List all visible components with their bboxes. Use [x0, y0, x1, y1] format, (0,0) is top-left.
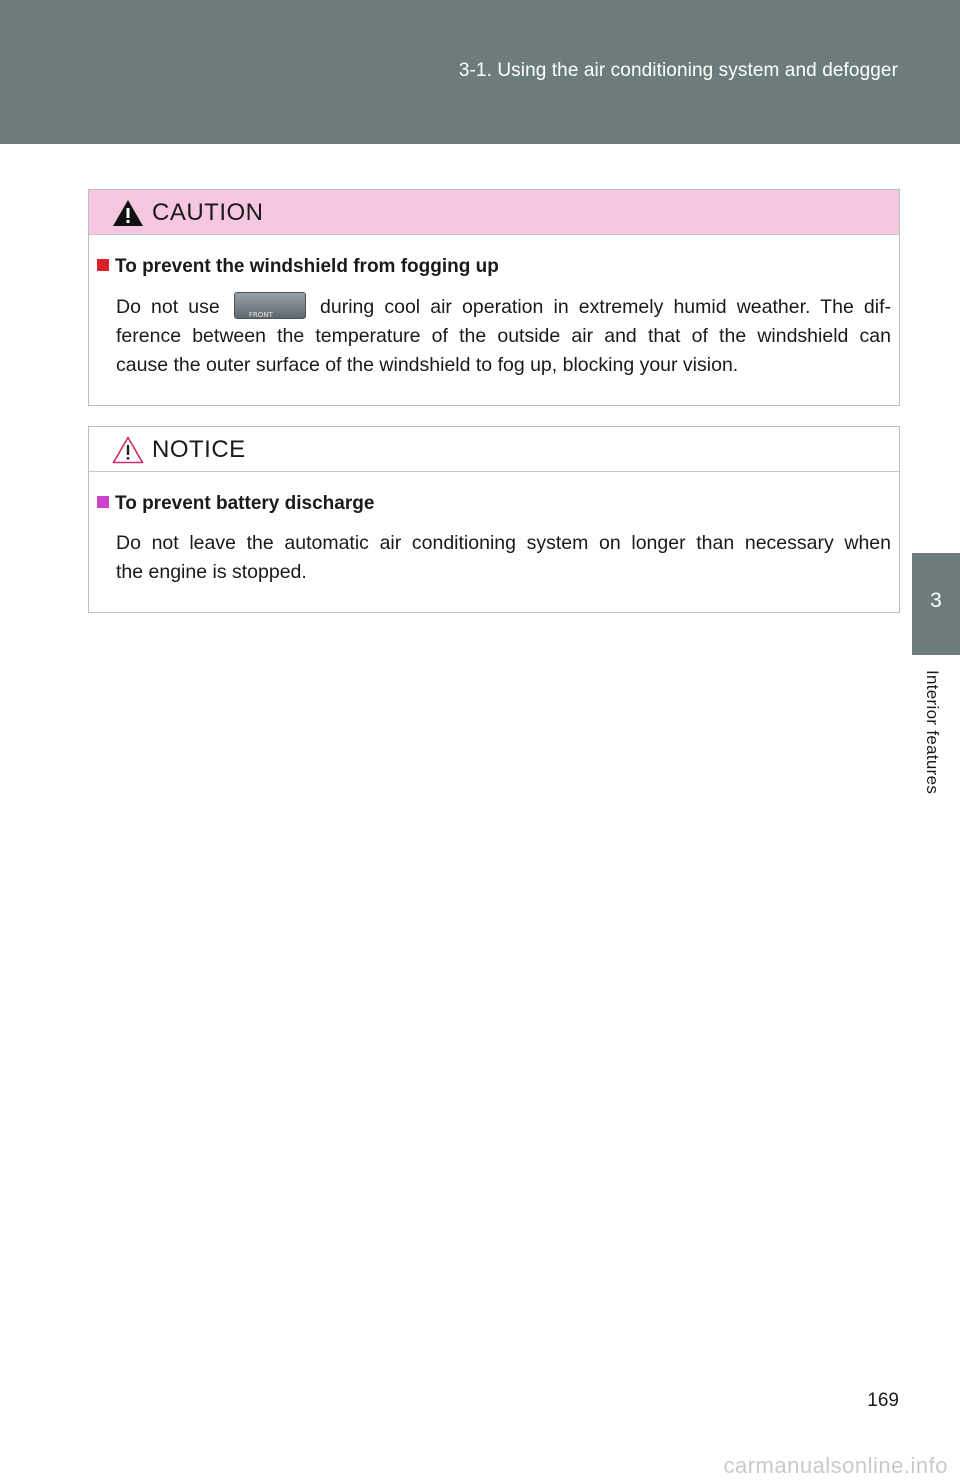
notice-label: NOTICE [152, 436, 246, 463]
front-defogger-button-text: FRONT [248, 311, 273, 319]
caution-body [116, 292, 891, 380]
caution-body-line [116, 292, 891, 322]
caution-header [89, 190, 899, 235]
warning-filled-icon [111, 198, 145, 228]
notice-box [88, 426, 900, 613]
watermark: carmanualsonline.info [723, 1453, 948, 1478]
chapter-tab [912, 553, 960, 655]
caution-item-title-text: To prevent the windshield from fogging up [115, 256, 499, 277]
front-defogger-button-icon [234, 292, 306, 319]
caution-label: CAUTION [152, 199, 264, 226]
square-bullet-icon [97, 496, 109, 508]
caution-body-line1-rest: during cool air operation in extremely humid weather. The dif- [320, 296, 892, 318]
notice-body-line: Do not leave the automatic air conditioning system on longer than necessary when [116, 532, 891, 554]
notice-body-line: the engine is stopped. [116, 561, 307, 583]
caution-item-title [97, 256, 499, 278]
caution-box [88, 189, 900, 406]
header-band [0, 0, 960, 144]
chapter-number: 3 [930, 589, 942, 612]
notice-item-title [97, 493, 374, 515]
notice-item-title-text: To prevent battery discharge [115, 493, 375, 514]
notice-header [89, 427, 899, 472]
caution-body-lead: Do not use [116, 296, 220, 318]
section-title: 3-1. Using the air conditioning system and defogger [458, 60, 898, 81]
notice-body [116, 529, 891, 587]
chapter-label: Interior features [923, 670, 942, 795]
caution-body-line: ference between the temperature of the outside air and that of the windshield can [116, 325, 891, 347]
page-number: 169 [867, 1390, 899, 1411]
warning-outline-icon [111, 435, 145, 465]
square-bullet-icon [97, 259, 109, 271]
caution-body-line: cause the outer surface of the windshield to fog up, blocking your vision. [116, 354, 739, 376]
